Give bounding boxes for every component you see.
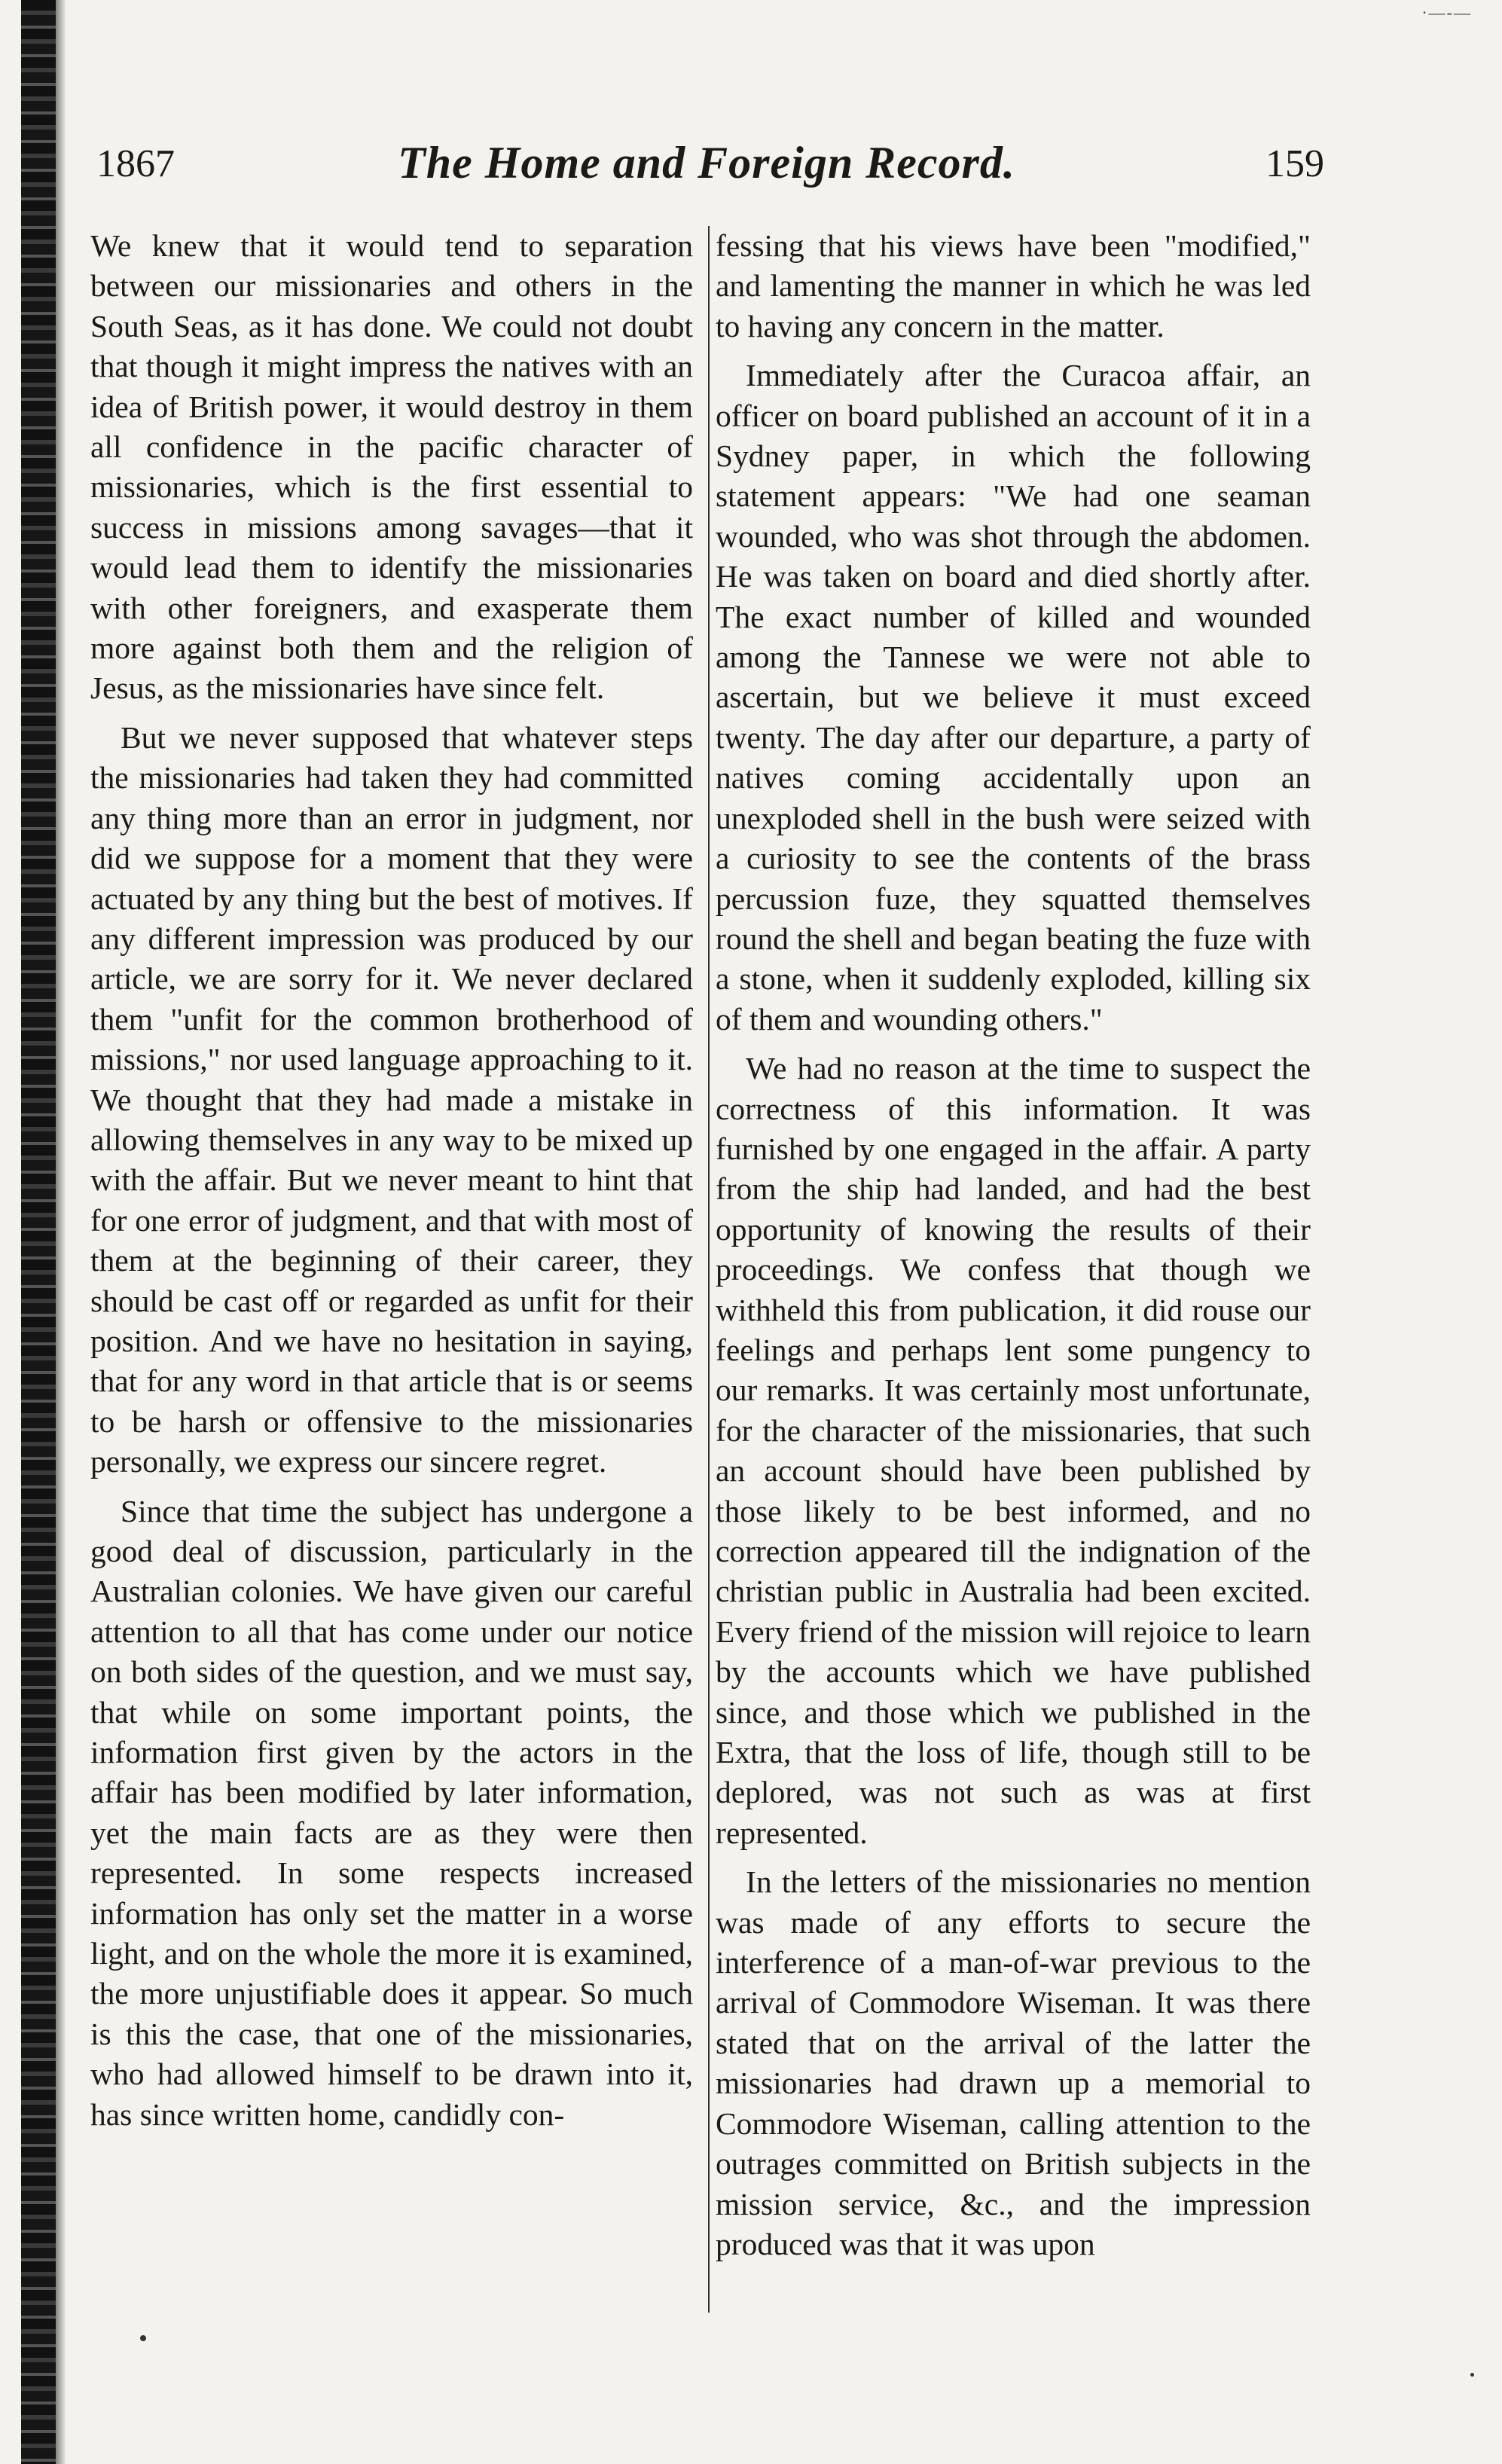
paragraph: We knew that it would tend to separation between our missionaries and others in the South Seas, as it has done. We could not doubt that though it might impress the natives with an idea of British power, it would destroy in them all confidence in the pacific character of missionaries, which is the first essential to success in missions among savages—that it would lead them to identify the missionaries with other foreigners, and exasperate them more against both them and the religion of Jesus, as the missionaries have since felt. (90, 228, 693, 706)
ink-speck (140, 2335, 146, 2341)
column-divider (708, 226, 710, 2313)
paragraph: In the letters of the missionaries no mention was made of any efforts to secure the interference of a man-of-war previous to the arrival of Commodore Wiseman. It was there stated that on the arrival of the latter the missionaries had drawn up a memorial to Commodore Wiseman, calling attention to the outrages committed on British subjects in the mission service, &c., and the impression produced was that it was upon (716, 1864, 1311, 2261)
paragraph: But we never supposed that whatever steps the missionaries had taken they had committed any thing more than an error in judgment, nor did we suppose for a moment that they were actuated by any thing but the best of motives. If any different impression was produced by our article, we are sorry for it. We never declared them "unfit for the common brotherhood of missions," nor used language approaching to it. We thought that they had made a mistake in allowing themselves in any way to be mixed up with the affair. But we never meant to hint that for one error of judgment, and that with most of them at the beginning of their career, they should be cast off or regarded as unfit for their position. And we have no hesitation in saying, that for any word in that article that is or seems to be harsh or offensive to the missionaries personally, we express our sincere regret. (90, 719, 693, 1479)
header-year: 1867 (96, 142, 175, 185)
running-header (89, 136, 1324, 196)
paragraph: We had no reason at the time to suspect the correctness of this information. It was furnished by one engaged in the affair. A party from the ship had landed, and had the best opportunity of knowing the results of their proceedings. We confess that though we withheld this from publication, it did rouse our feelings and perhaps lent some pungency to our remarks. It was certainly most unfortunate, for the character of the missionaries, that such an account should have been published by those likely to be best informed, and no correction appeared till the indignation of the christian public in Australia had been excited. Every friend of the mission will rejoice to learn by the accounts which we have published since, and those which we published in the Extra, that the loss of life, though still to be deplored, was not such as was at first represented. (716, 1051, 1311, 1850)
ink-speck (1470, 2373, 1474, 2377)
page-number: 159 (1265, 142, 1324, 185)
corner-mark: ·—-— (1421, 3, 1472, 22)
paragraph: fessing that his views have been "modified," and lamenting the manner in which he was led to having any concern in the matter. (716, 228, 1311, 343)
paragraph: Immediately after the Curacoa affair, an officer on board published an account of it in a Sydney paper, in which the following statement appears: "We had one seaman wounded, who was shot through the abdomen. He was taken on board and died shortly after. The exact number of killed and wounded among the Tannese we were not able to ascertain, but we believe it must exceed twenty. The day after our departure, a party of natives coming accidentally upon an unexploded shell in the bush were seized with a curiosity to see the contents of the brass percussion fuze, they squatted themselves round the shell and began beating the fuze with a stone, when it suddenly exploded, killing six of them and wounding others." (716, 358, 1311, 1037)
left-column (90, 226, 693, 2305)
right-column (716, 226, 1311, 2305)
page-binding-edge (21, 0, 56, 2464)
paragraph: Since that time the subject has undergone a good deal of discussion, particularly in the Australian colonies. We have given our careful attention to all that has come under our notice on both sides of the question, and we must say, that while on some important points, the information first given by the actors in the affair has been modified by later information, yet the main facts are as they were then represented. In some respects increased information has only set the matter in a worse light, and on the whole the more it is examined, the more unjustifiable does it appear. So much is this the case, that one of the missionaries, who had allowed himself to be drawn into it, has since written home, candidly con- (90, 1493, 693, 2132)
journal-title: The Home and Foreign Record. (398, 138, 1015, 188)
